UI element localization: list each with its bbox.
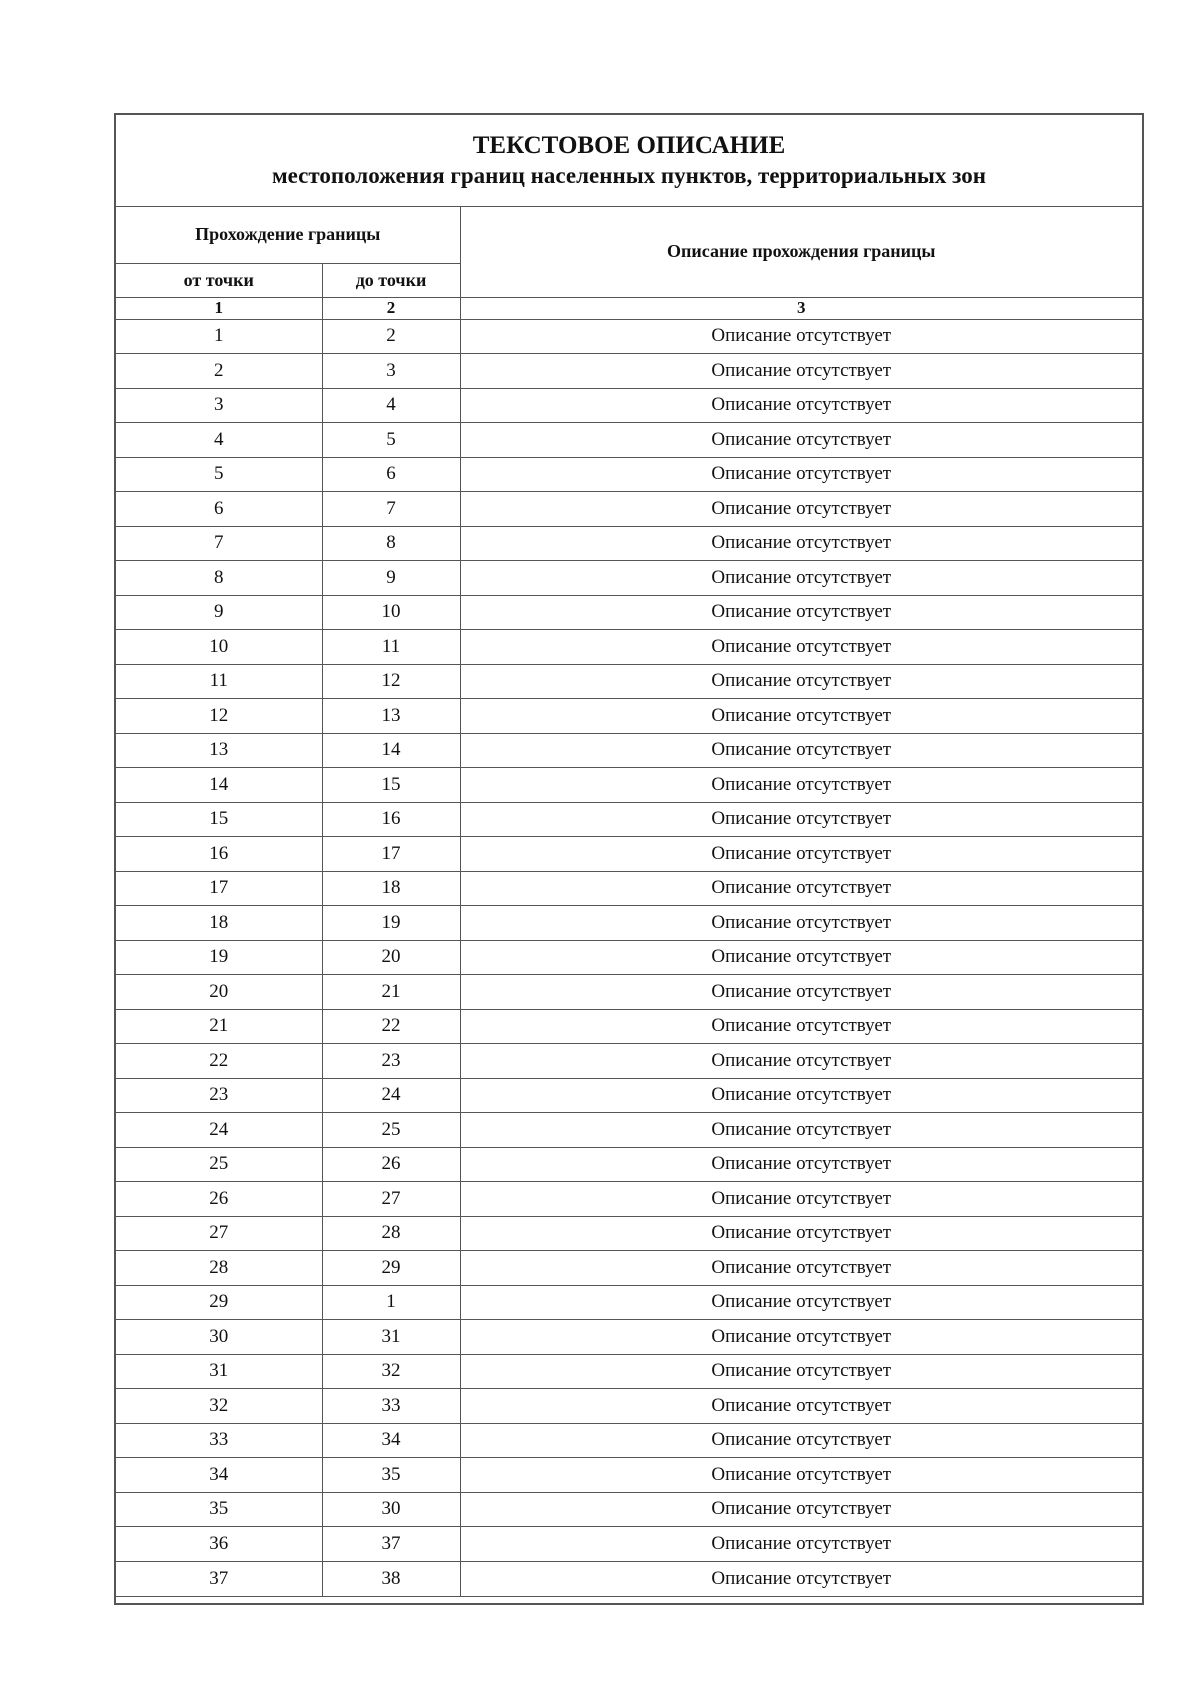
cell-description: Описание отсутствует [460,1182,1142,1217]
table-row [116,1044,1142,1079]
cell-from-point: 28 [116,1251,322,1286]
cell-to-point: 19 [322,906,460,941]
cell-from-point: 27 [116,1216,322,1251]
cell-to-point: 11 [322,630,460,665]
cell-from-point: 6 [116,492,322,527]
header-boundary-passage: Прохождение границы [116,207,460,263]
cell-description: Описание отсутствует [460,1354,1142,1389]
table-row [116,1458,1142,1493]
cell-to-point: 1 [322,1285,460,1320]
column-number-1: 1 [116,297,322,319]
cell-from-point: 9 [116,595,322,630]
cell-from-point: 11 [116,664,322,699]
cell-from-point: 25 [116,1147,322,1182]
cell-description: Описание отсутствует [460,699,1142,734]
header-description: Описание прохождения границы [460,207,1142,297]
cell-description: Описание отсутствует [460,1320,1142,1355]
cell-to-point: 12 [322,664,460,699]
table-row [116,1147,1142,1182]
column-number-3: 3 [460,297,1142,319]
cell-description: Описание отсутствует [460,940,1142,975]
cell-from-point: 21 [116,1009,322,1044]
cell-description: Описание отсутствует [460,837,1142,872]
cell-description: Описание отсутствует [460,1285,1142,1320]
cell-to-point: 30 [322,1492,460,1527]
table-row [116,354,1142,389]
document-title: ТЕКСТОВОЕ ОПИСАНИЕ [472,132,786,159]
cell-description: Описание отсутствует [460,733,1142,768]
cell-description: Описание отсутствует [460,1147,1142,1182]
header-from-point: от точки [116,263,322,297]
cell-to-point: 17 [322,837,460,872]
cell-to-point: 28 [322,1216,460,1251]
table-row [116,1389,1142,1424]
cell-to-point: 14 [322,733,460,768]
table-row [116,1078,1142,1113]
cell-description: Описание отсутствует [460,1044,1142,1079]
cell-from-point: 37 [116,1561,322,1596]
table-row [116,319,1142,354]
cell-from-point: 2 [116,354,322,389]
cell-description: Описание отсутствует [460,906,1142,941]
table-row [116,664,1142,699]
table-row [116,526,1142,561]
cell-to-point: 8 [322,526,460,561]
boundary-table [116,207,1142,1596]
table-row [116,630,1142,665]
cell-to-point: 10 [322,595,460,630]
cell-from-point: 12 [116,699,322,734]
cell-to-point: 9 [322,561,460,596]
cell-to-point: 7 [322,492,460,527]
cell-from-point: 16 [116,837,322,872]
table-row [116,802,1142,837]
table-row [116,423,1142,458]
cell-from-point: 22 [116,1044,322,1079]
cell-to-point: 38 [322,1561,460,1596]
table-row [116,1285,1142,1320]
cell-to-point: 33 [322,1389,460,1424]
cell-to-point: 34 [322,1423,460,1458]
table-row [116,975,1142,1010]
cell-to-point: 25 [322,1113,460,1148]
cell-description: Описание отсутствует [460,975,1142,1010]
column-number-2: 2 [322,297,460,319]
cell-from-point: 15 [116,802,322,837]
table-row [116,1216,1142,1251]
table-row [116,1251,1142,1286]
cell-to-point: 4 [322,388,460,423]
table-row [116,1009,1142,1044]
cell-from-point: 13 [116,733,322,768]
cell-from-point: 14 [116,768,322,803]
cell-from-point: 20 [116,975,322,1010]
cell-description: Описание отсутствует [460,664,1142,699]
table-row [116,1527,1142,1562]
cell-from-point: 24 [116,1113,322,1148]
cell-description: Описание отсутствует [460,1216,1142,1251]
table-row [116,871,1142,906]
cell-description: Описание отсутствует [460,1561,1142,1596]
cell-to-point: 22 [322,1009,460,1044]
cell-description: Описание отсутствует [460,319,1142,354]
cell-to-point: 20 [322,940,460,975]
cell-from-point: 10 [116,630,322,665]
document-frame [114,113,1144,1605]
cell-description: Описание отсутствует [460,595,1142,630]
cell-description: Описание отсутствует [460,1009,1142,1044]
cell-to-point: 29 [322,1251,460,1286]
cell-to-point: 13 [322,699,460,734]
table-row [116,1561,1142,1596]
cell-from-point: 17 [116,871,322,906]
cell-from-point: 26 [116,1182,322,1217]
title-block [116,115,1142,207]
table-body [116,319,1142,1596]
cell-to-point: 21 [322,975,460,1010]
cell-description: Описание отсутствует [460,457,1142,492]
cell-to-point: 27 [322,1182,460,1217]
cell-from-point: 23 [116,1078,322,1113]
table-row [116,595,1142,630]
cell-from-point: 1 [116,319,322,354]
cell-description: Описание отсутствует [460,630,1142,665]
cell-description: Описание отсутствует [460,1078,1142,1113]
cell-from-point: 33 [116,1423,322,1458]
cell-description: Описание отсутствует [460,1527,1142,1562]
document-subtitle: местоположения границ населенных пунктов, территориальных зон [272,163,986,188]
cell-to-point: 32 [322,1354,460,1389]
cell-from-point: 35 [116,1492,322,1527]
cell-description: Описание отсутствует [460,1389,1142,1424]
table-row [116,1182,1142,1217]
table-row [116,1113,1142,1148]
cell-from-point: 8 [116,561,322,596]
cell-to-point: 16 [322,802,460,837]
table-row [116,906,1142,941]
cell-to-point: 31 [322,1320,460,1355]
cell-to-point: 35 [322,1458,460,1493]
cell-description: Описание отсутствует [460,768,1142,803]
table-row [116,733,1142,768]
cell-description: Описание отсутствует [460,561,1142,596]
cell-description: Описание отсутствует [460,354,1142,389]
cell-description: Описание отсутствует [460,423,1142,458]
cell-from-point: 18 [116,906,322,941]
table-row [116,1354,1142,1389]
header-to-point: до точки [322,263,460,297]
cell-description: Описание отсутствует [460,388,1142,423]
cell-to-point: 3 [322,354,460,389]
table-row [116,457,1142,492]
cell-from-point: 3 [116,388,322,423]
cell-from-point: 32 [116,1389,322,1424]
table-row [116,561,1142,596]
table-row [116,940,1142,975]
table-bottom-edge [116,1596,1142,1603]
table-row [116,492,1142,527]
cell-from-point: 5 [116,457,322,492]
table-row [116,1492,1142,1527]
cell-from-point: 34 [116,1458,322,1493]
cell-description: Описание отсутствует [460,1492,1142,1527]
table-row [116,1320,1142,1355]
cell-to-point: 18 [322,871,460,906]
cell-description: Описание отсутствует [460,802,1142,837]
cell-to-point: 23 [322,1044,460,1079]
cell-description: Описание отсутствует [460,1113,1142,1148]
cell-description: Описание отсутствует [460,1251,1142,1286]
table-row [116,388,1142,423]
cell-description: Описание отсутствует [460,492,1142,527]
cell-description: Описание отсутствует [460,871,1142,906]
table-row [116,699,1142,734]
table-row [116,768,1142,803]
cell-from-point: 36 [116,1527,322,1562]
cell-from-point: 29 [116,1285,322,1320]
cell-description: Описание отсутствует [460,1423,1142,1458]
cell-to-point: 26 [322,1147,460,1182]
cell-from-point: 4 [116,423,322,458]
cell-to-point: 5 [322,423,460,458]
cell-to-point: 6 [322,457,460,492]
cell-description: Описание отсутствует [460,1458,1142,1493]
cell-to-point: 24 [322,1078,460,1113]
cell-from-point: 30 [116,1320,322,1355]
cell-description: Описание отсутствует [460,526,1142,561]
cell-from-point: 7 [116,526,322,561]
table-row [116,1423,1142,1458]
cell-to-point: 2 [322,319,460,354]
cell-to-point: 37 [322,1527,460,1562]
table-row [116,837,1142,872]
cell-from-point: 19 [116,940,322,975]
cell-to-point: 15 [322,768,460,803]
cell-from-point: 31 [116,1354,322,1389]
